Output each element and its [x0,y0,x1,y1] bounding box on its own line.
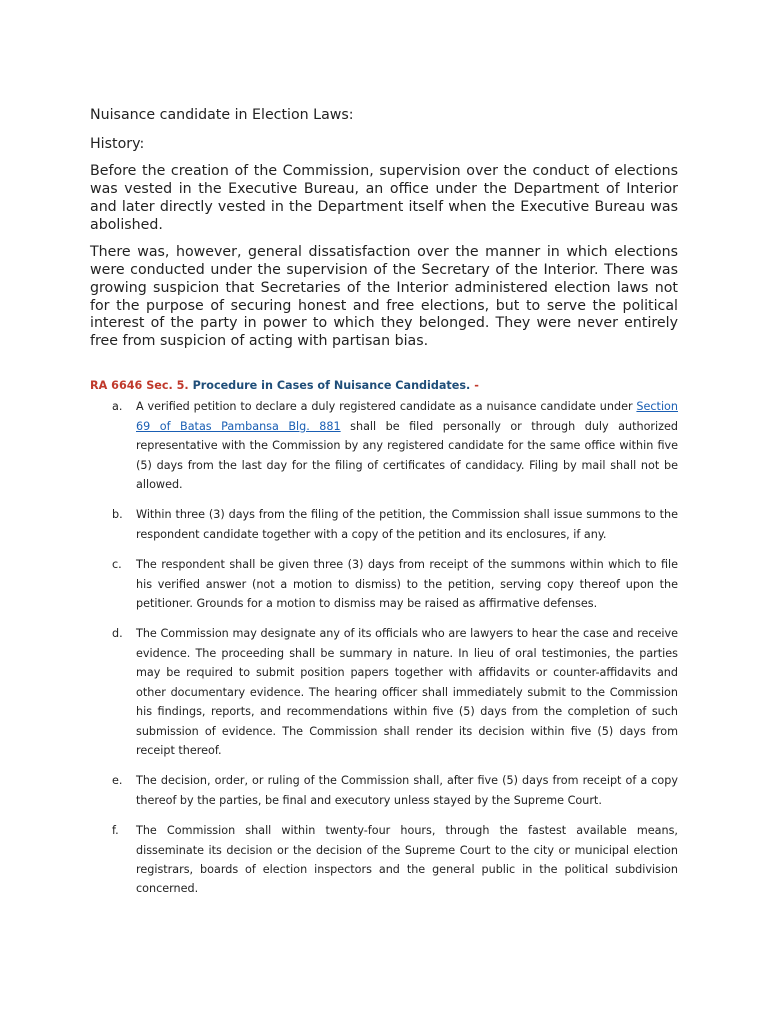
list-item [90,505,678,544]
item-letter: d. [112,627,123,641]
item-letter: b. [112,508,123,522]
ra-6646-section [90,376,690,910]
section-heading [90,376,690,395]
section-reference: RA 6646 Sec. 5. [90,379,189,392]
item-text [136,397,678,494]
item-text: Within three (3) days from the filing of the petition, the Commission shall issue summons to the respondent candidate together with a copy of the petition and its enclosures, if any. [136,508,678,541]
history-label: History: [90,136,145,153]
item-text: The Commission shall within twenty-four hours, through the fastest available means, disseminate its decision or the decision of the Supreme Court to the city or municipal election registrars, boards of election inspectors and the general public in the political subdivision concerned. [136,824,678,896]
item-text: The decision, order, or ruling of the Commission shall, after five (5) days from receipt of a copy thereof by the parties, be final and executory unless stayed by the Supreme Court. [136,774,678,807]
item-text-pre: A verified petition to declare a duly registered candidate as a nuisance candidate under [136,400,637,414]
list-item [90,821,678,899]
document-title: Nuisance candidate in Election Laws: [90,107,354,124]
item-letter: f. [112,824,119,838]
item-text-post: shall be filed personally or through duly authorized representative with the Commission by any registered candidate for the same office within five (5) days from the last day for the filing of certificates of candidacy. Filing by mail shall not be allowed. [136,419,678,492]
bp-881-section-69-link[interactable]: Section 69 of Batas Pambansa Blg. 881 [136,400,678,433]
history-paragraph-2: There was, however, general dissatisfaction over the manner in which elections were conducted under the supervision of the Secretary of the Interior. There was growing suspicion that Secretaries of the Interior administered election laws not for the purpose of securing honest and free elections, but to serve the political interest of the party in power to which they belonged. They were never entirely free from suspicion of acting with partisan bias. [90,244,678,350]
history-paragraph-1: Before the creation of the Commission, supervision over the conduct of elections was vested in the Executive Bureau, an office under the Department of Interior and later directly vested in the Department itself when the Executive Bureau was abolished. [90,163,678,233]
list-item [90,397,678,494]
procedure-list [90,397,690,898]
item-text: The respondent shall be given three (3) days from receipt of the summons within which to file his verified answer (not a motion to dismiss) to the petition, serving copy thereof upon the petitioner. Grounds for a motion to dismiss may be raised as affirmative defenses. [136,558,678,611]
item-text: The Commission may designate any of its officials who are lawyers to hear the case and receive evidence. The proceeding shall be summary in nature. In lieu of oral testimonies, the parties may be required to submit position papers together with affidavits or counter-affidavits and other documentary evidence. The hearing officer shall immediately submit to the Commission his findings, reports, and recommendations within five (5) days from the completion of such submission of evidence. The Commission shall render its decision within five (5) days from receipt thereof. [136,627,678,757]
section-title: Procedure in Cases of Nuisance Candidates. [192,379,471,392]
item-letter: c. [112,558,122,572]
list-item [90,555,678,613]
item-letter: a. [112,400,123,414]
section-dash: - [474,379,479,392]
item-letter: e. [112,774,123,788]
list-item [90,624,678,760]
list-item [90,771,678,810]
